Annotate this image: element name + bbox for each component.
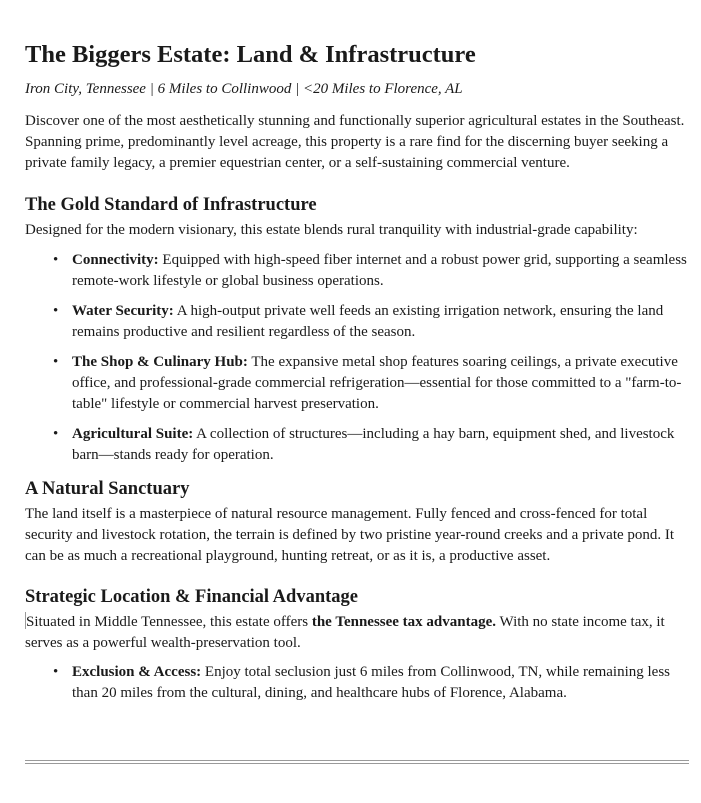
sanctuary-heading: A Natural Sanctuary [25,479,190,499]
list-item-agricultural-suite [53,424,689,466]
infrastructure-heading: The Gold Standard of Infrastructure [25,195,317,215]
list-item-water-security [53,301,689,343]
list-item-label: Water Security: [72,303,174,319]
list-item-label: Agricultural Suite: [72,426,194,442]
sanctuary-paragraph: The land itself is a masterpiece of natural resource management. Fully fenced and cross-fenced for total security and livestock rotation, the terrain is defined by two pristine year-round creeks and a private pond. It can be as much a recreational playground, hunting retreat, or as it is, a productive asset. [25,506,675,564]
list-item-text: Equipped with high-speed fiber internet and a robust power grid, supporting a seamless remote-work lifestyle or global business operations. [72,252,687,289]
list-item-connectivity [53,250,689,292]
list-item-text: The expansive metal shop features soaring ceilings, a private executive office, and professional-grade commercial refrigeration—essential for those committed to a "farm-to-table" lifestyle or commercial harvest preservation. [72,354,682,412]
list-item-label: Connectivity: [72,252,159,268]
intro-paragraph: Discover one of the most aesthetically stunning and functionally superior agricultural estates in the Southeast. Spanning prime, predominantly level acreage, this property is a rare find for the discerning buyer seeking a private family legacy, a premier equestrian center, or a self-sustaining commercial venture. [25,113,685,171]
list-item-shop-culinary-hub [53,352,689,415]
infrastructure-list [25,250,689,466]
bullet-icon: • [53,664,59,680]
list-item-label: Exclusion & Access: [72,664,202,680]
location-list [25,662,689,704]
location-text-before: Situated in Middle Tennessee, this estate offers [26,614,312,630]
list-item-label: The Shop & Culinary Hub: [72,354,248,370]
list-item-text: A collection of structures—including a hay barn, equipment shed, and livestock barn—stands ready for operation. [72,426,675,463]
bullet-icon: • [53,354,59,370]
page-title: The Biggers Estate: Land & Infrastructure [25,41,476,68]
location-text-after: With no state income tax, it serves as a powerful wealth-preservation tool. [25,614,665,651]
list-item-exclusion-access [53,662,689,704]
location-text-bold: the Tennessee tax advantage. [311,614,497,630]
page-subtitle: Iron City, Tennessee | 6 Miles to Collinwood | <20 Miles to Florence, AL [25,81,463,97]
location-heading: Strategic Location & Financial Advantage [25,587,358,607]
infrastructure-lead: Designed for the modern visionary, this estate blends rural tranquility with industrial-grade capability: [25,222,638,238]
bullet-icon: • [53,303,59,319]
list-item-text: A high-output private well feeds an existing irrigation network, ensuring the land remains productive and resilient regardless of the season. [72,303,664,340]
horizontal-rule [25,760,689,764]
list-item-text: Enjoy total seclusion just 6 miles from Collinwood, TN, while remaining less than 20 miles from the cultural, dining, and healthcare hubs of Florence, Alabama. [72,664,671,701]
location-paragraph[interactable] [25,612,689,654]
bullet-icon: • [53,252,59,268]
bullet-icon: • [53,426,59,442]
